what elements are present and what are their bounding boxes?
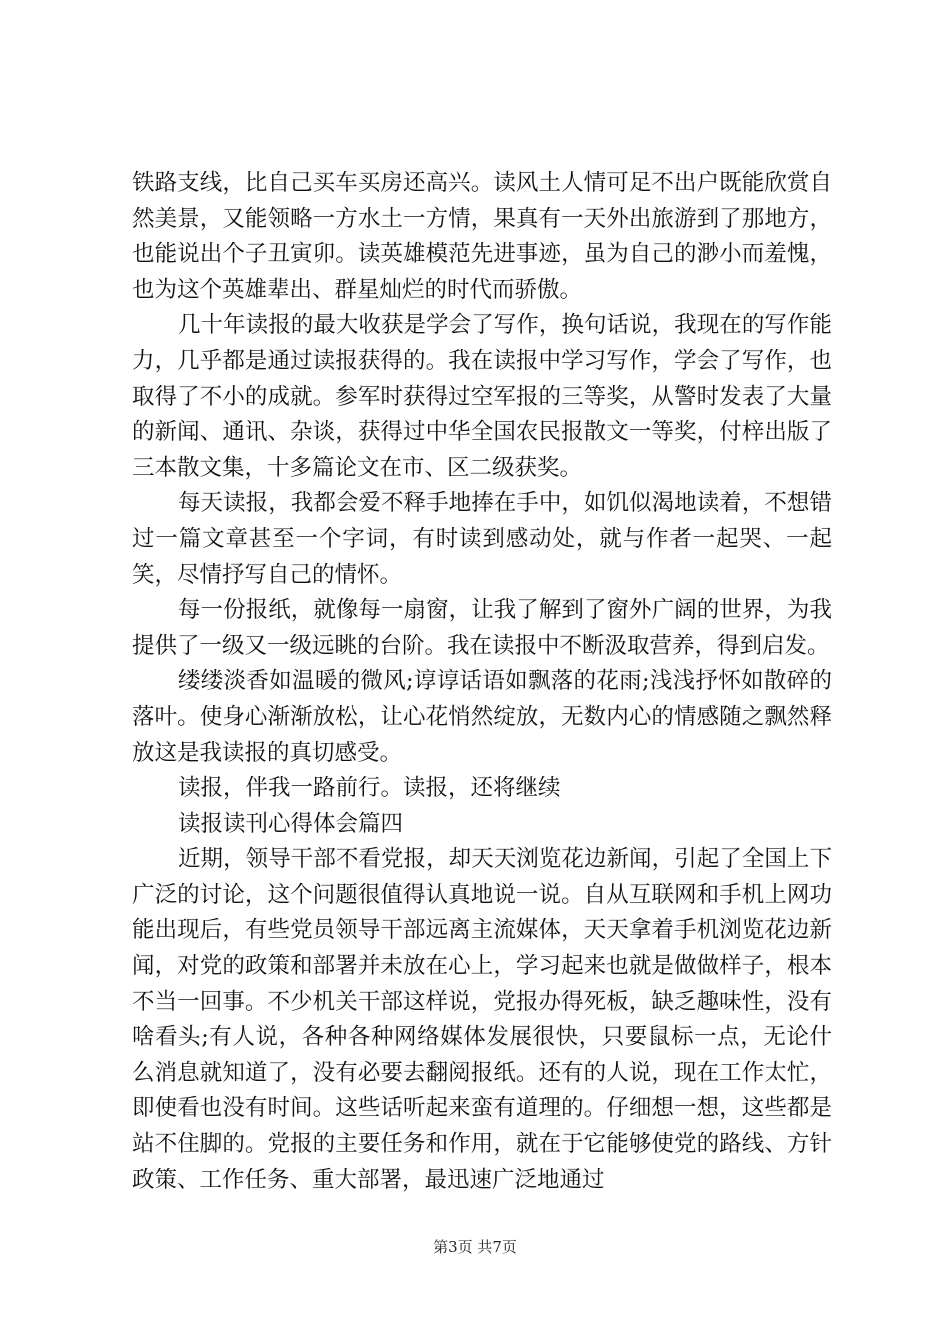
paragraph-4: 每一份报纸，就像每一扇窗，让我了解到了窗外广阔的世界，为我提供了一级又一级远眺的台阶。我在读报中不断汲取营养，得到启发。: [132, 597, 832, 659]
document-body: [132, 166, 832, 1198]
page-number: 第3页 共7页: [433, 1238, 517, 1256]
page-footer: [0, 1237, 950, 1257]
paragraph-8: 近期，领导干部不看党报，却天天浏览花边新闻，引起了全国上下广泛的讨论，这个问题很值得认真地说一说。自从互联网和手机上网功能出现后，有些党员领导干部远离主流媒体，天天拿着手机浏览花边新闻，对党的政策和部署并未放在心上，学习起来也就是做做样子，根本不当一回事。不少机关干部这样说，党报办得死板，缺乏趣味性，没有啥看头;有人说，各种各种网络媒体发展很快，只要鼠标一点，无论什么消息就知道了，没有必要去翻阅报纸。还有的人说，现在工作太忙，即使看也没有时间。这些话听起来蛮有道理的。仔细想一想，这些都是站不住脚的。党报的主要任务和作用，就在于它能够使党的路线、方针政策、工作任务、重大部署，最迅速广泛地通过: [132, 846, 832, 1193]
paragraph-1: 铁路支线，比自己买车买房还高兴。读风土人情可足不出户既能欣赏自然美景，又能领略一方水土一方情，果真有一天外出旅游到了那地方，也能说出个子丑寅卯。读英雄模范先进事迹，虽为自己的渺小而羞愧，也为这个英雄辈出、群星灿烂的时代而骄傲。: [132, 170, 832, 303]
section-heading: 读报读刊心得体会篇四: [178, 810, 404, 837]
paragraph-2: 几十年读报的最大收获是学会了写作，换句话说，我现在的写作能力，几乎都是通过读报获得的。我在读报中学习写作，学会了写作，也取得了不小的成就。参军时获得过空军报的三等奖，从警时发表了大量的新闻、通讯、杂谈，获得过中华全国农民报散文一等奖，付梓出版了三本散文集，十多篇论文在市、区二级获奖。: [132, 312, 832, 481]
paragraph-6: 读报，伴我一路前行。读报，还将继续: [178, 775, 561, 802]
paragraph-5: 缕缕淡香如温暖的微风;谆谆话语如飘落的花雨;浅浅抒怀如散碎的落叶。使身心渐渐放松，让心花悄然绽放，无数内心的情感随之飘然释放这是我读报的真切感受。: [132, 668, 832, 766]
paragraph-3: 每天读报，我都会爱不释手地捧在手中，如饥似渴地读着，不想错过一篇文章甚至一个字词，有时读到感动处，就与作者一起哭、一起笑，尽情抒写自己的情怀。: [132, 490, 832, 588]
